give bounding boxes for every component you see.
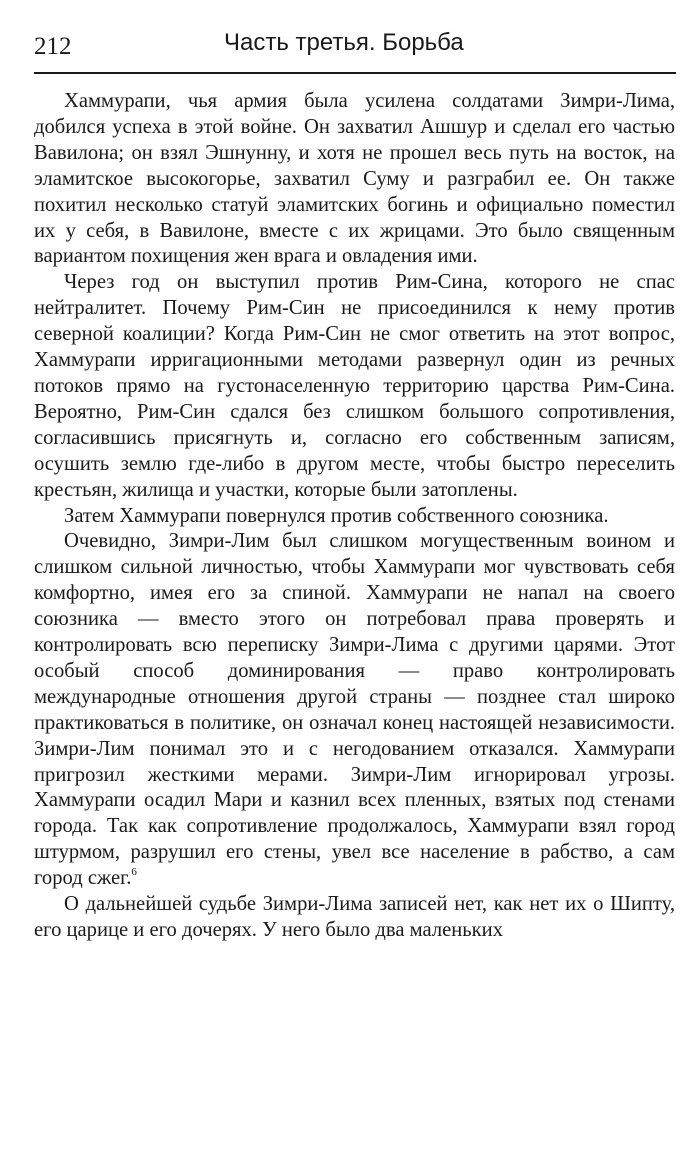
paragraph: Затем Хаммурапи повернулся против собственного союзника. [64, 504, 609, 527]
paragraph-text: Очевидно, Зимри-Лим был слишком могущественным воином и слишком сильной личностью, чтобы Хаммурапи мог чувствовать себя комфортно, имея его за спиной. Хаммурапи не напал на своего союзника — вместо этого он потребовал права проверять и контролировать всю переписку Зимри-Лима с другими царями. Этот особый способ доминирования — право контролировать международные отношения другой страны — позднее стал широко практиковаться в политике, он означал конец настоящей независимости. Зимри-Лим понимал это и с негодованием отказался. Хаммурапи пригрозил жесткими мерами. Зимри-Лим игнорировал угрозы. Хаммурапи осадил Мари и казнил всех пленных, взятых под стенами города. Так как сопротивление продолжалось, Хаммурапи взял город штурмом, разрушил его стены, увел все население в рабство, а сам город сжег. [34, 530, 675, 890]
running-head: Часть третья. Борьба [224, 29, 464, 56]
body-text [34, 89, 675, 944]
paragraph: Через год он выступил против Рим-Сина, которого не спас нейтралитет. Почему Рим-Син не присоединился к нему против северной коалиции? Когда Рим-Син не смог ответить на этот вопрос, Хаммурапи ирригационными методами развернул один из речных потоков прямо на густонаселенную территорию царства Рим-Сина. Вероятно, Рим-Син сдался без слишком большого сопротивления, согласившись присягнуть и, согласно его собственным записям, осушить землю где-либо в другом месте, чтобы быстро переселить крестьян, жилища и участки, которые были затоплены. [34, 271, 675, 501]
header-rule [34, 72, 676, 74]
page-number: 212 [34, 33, 72, 60]
footnote-marker: 6 [131, 866, 137, 879]
page-header [34, 28, 674, 72]
paragraph [34, 529, 675, 892]
paragraph: Хаммурапи, чья армия была усилена солдатами Зимри-Лима, добился успеха в этой войне. Он захватил Ашшур и сделал его частью Вавилона; он взял Эшнунну, и хотя не прошел весь путь на восток, на эламитское высокогорье, захватил Суму и разграбил ее. Он также похитил несколько статуй эламитских богинь и официально поместил их у себя, в Вавилоне, вместе с их жрицами. Это было священным вариантом похищения жен врага и овладения ими. [34, 90, 675, 268]
paragraph: О дальнейшей судьбе Зимри-Лима записей нет, как нет их о Шипту, его царице и его дочерях. У него было два маленьких [34, 893, 675, 941]
